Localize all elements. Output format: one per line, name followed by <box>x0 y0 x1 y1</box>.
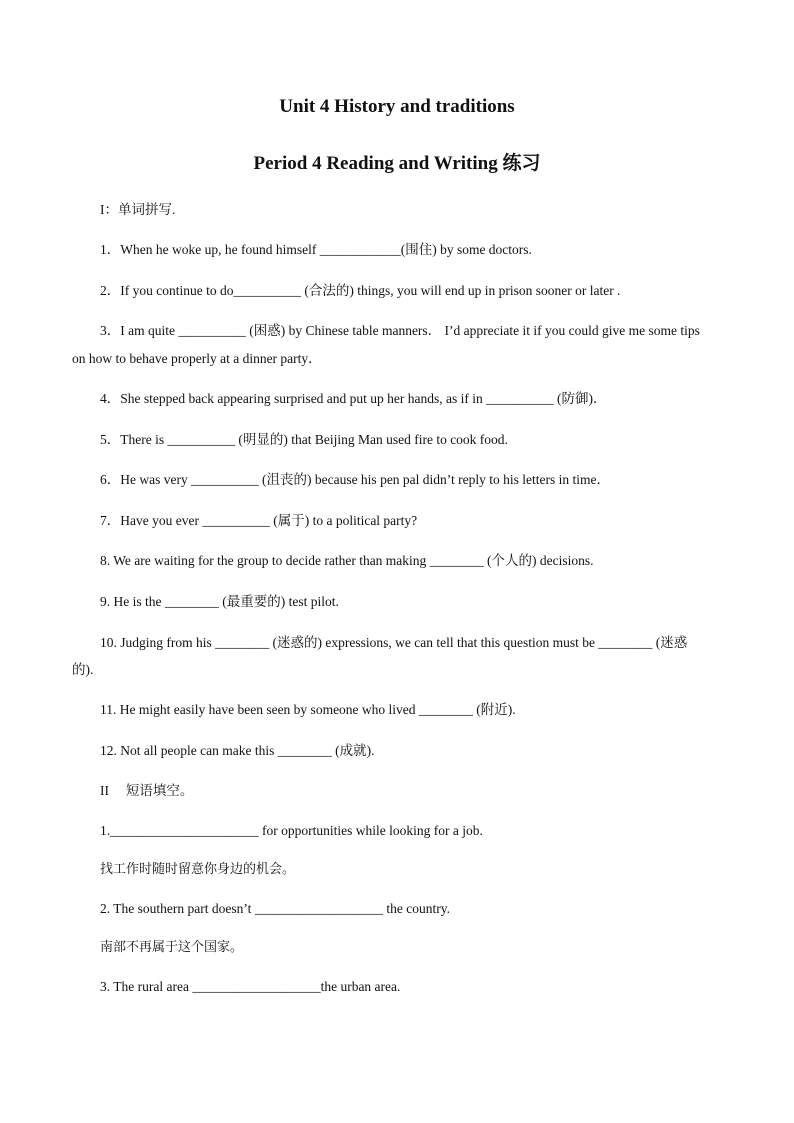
section-2-heading: II 短语填空。 <box>100 783 194 798</box>
exercise-item-12: 12. Not all people can make this ________ (成就). <box>100 743 375 758</box>
page-title: Unit 4 History and traditions <box>279 96 515 117</box>
exercise-item-10: 10. Judging from his ________ (迷惑的) expressions, we can tell that this question must be ________ (迷惑 <box>100 635 688 650</box>
exercise-item-6: 6．He was very __________ (沮丧的) because his pen pal didn’t reply to his letters in time． <box>100 472 611 487</box>
exercise-item-9: 9. He is the ________ (最重要的) test pilot. <box>100 594 339 609</box>
exercise-item-10-continued: 的). <box>72 662 94 677</box>
phrase-item-2-translation: 南部不再属于这个国家。 <box>100 940 244 955</box>
exercise-item-3-continued: on how to behave properly at a dinner party． <box>72 351 322 366</box>
exercise-item-4: 4．She stepped back appearing surprised and put up her hands, as if in __________ (防御)． <box>100 391 607 406</box>
exercise-item-2: 2．If you continue to do__________ (合法的) things, you will end up in prison sooner or later . <box>100 283 621 298</box>
exercise-item-3: 3．I am quite __________ (困惑) by Chinese table manners． I’d appreciate it if you could give me some tips <box>100 323 700 338</box>
phrase-item-1: 1.______________________ for opportunities while looking for a job. <box>100 823 483 838</box>
section-1-heading: I：单词拼写. <box>100 202 176 217</box>
phrase-item-3: 3. The rural area ___________________the urban area. <box>100 979 401 994</box>
exercise-item-11: 11. He might easily have been seen by someone who lived ________ (附近). <box>100 702 516 717</box>
page-subtitle: Period 4 Reading and Writing 练习 <box>253 153 541 174</box>
exercise-item-5: 5．There is __________ (明显的) that Beijing Man used fire to cook food. <box>100 432 508 447</box>
exercise-item-7: 7．Have you ever __________ (属于) to a political party? <box>100 513 418 528</box>
exercise-item-1: 1．When he woke up, he found himself ____________(围住) by some doctors. <box>100 242 532 257</box>
phrase-item-2: 2. The southern part doesn’t ___________________ the country. <box>100 901 450 916</box>
phrase-item-1-translation: 找工作时随时留意你身边的机会。 <box>100 862 296 877</box>
exercise-item-8: 8. We are waiting for the group to decide rather than making ________ (个人的) decisions. <box>100 553 594 568</box>
